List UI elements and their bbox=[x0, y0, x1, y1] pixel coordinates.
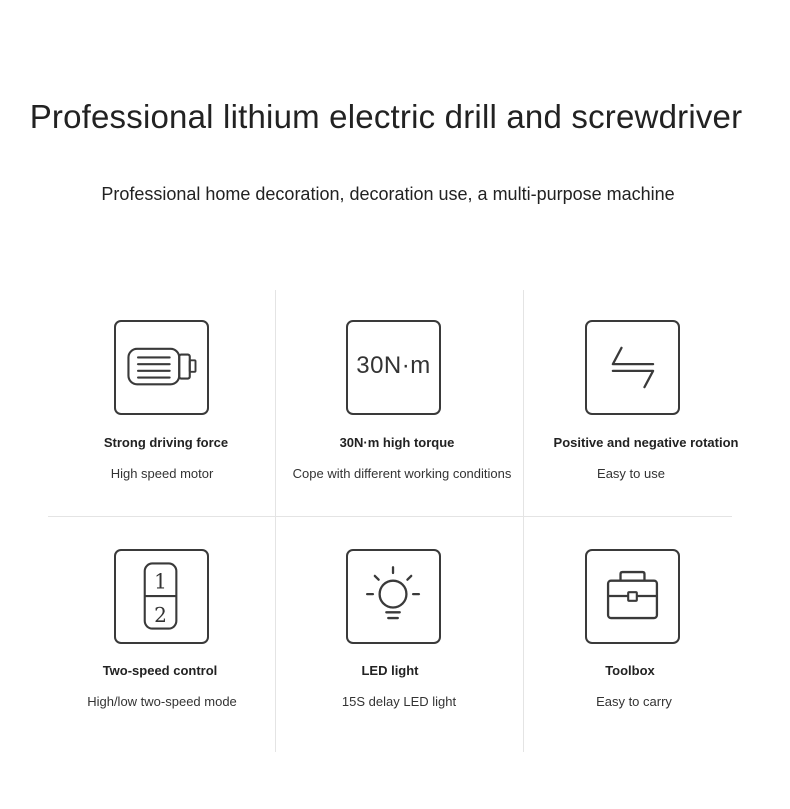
page-subtitle: Professional home decoration, decoration use, a multi-purpose machine bbox=[101, 184, 675, 204]
light-bulb-graphic bbox=[348, 551, 439, 642]
two-speed-graphic bbox=[116, 551, 207, 642]
feature-title: Positive and negative rotation bbox=[553, 435, 739, 450]
feature-title: LED light bbox=[361, 663, 419, 678]
rotation-arrows-icon bbox=[585, 320, 680, 415]
toolbox-icon bbox=[585, 549, 680, 644]
feature-desc: 15S delay LED light bbox=[341, 694, 457, 709]
light-bulb-icon bbox=[346, 549, 441, 644]
feature-title: Two-speed control bbox=[102, 663, 218, 678]
feature-desc: High speed motor bbox=[110, 466, 214, 481]
two-speed-icon bbox=[114, 549, 209, 644]
rotation-arrows-graphic bbox=[587, 322, 678, 413]
speed-label-1: 1 bbox=[154, 569, 167, 594]
feature-desc: Easy to use bbox=[597, 466, 665, 481]
torque-icon bbox=[346, 320, 441, 415]
feature-title: Toolbox bbox=[605, 663, 655, 678]
speed-label-2: 2 bbox=[154, 602, 167, 627]
motor-icon-graphic bbox=[116, 322, 207, 413]
divider-vertical-right bbox=[523, 290, 524, 752]
divider-horizontal bbox=[48, 516, 732, 517]
feature-title: 30N·m high torque bbox=[339, 435, 455, 450]
page-title: Professional lithium electric drill and screwdriver bbox=[29, 98, 743, 135]
feature-desc: High/low two-speed mode bbox=[87, 694, 237, 709]
feature-title: Strong driving force bbox=[103, 435, 229, 450]
feature-desc: Easy to carry bbox=[596, 694, 672, 709]
toolbox-graphic bbox=[587, 551, 678, 642]
torque-value-text: 30N·m bbox=[356, 352, 431, 379]
feature-desc: Cope with different working conditions bbox=[292, 466, 512, 481]
motor-icon bbox=[114, 320, 209, 415]
divider-vertical-left bbox=[275, 290, 276, 752]
